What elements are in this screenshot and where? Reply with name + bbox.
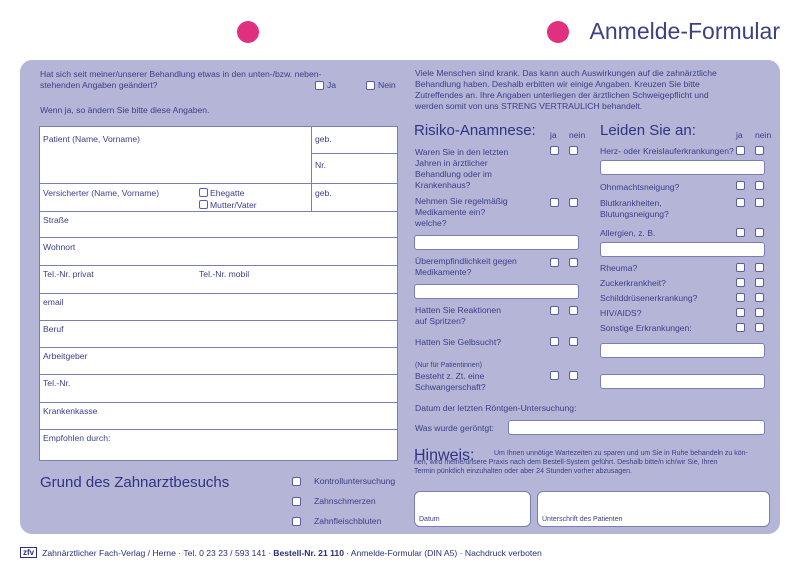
cond-other-label: Sonstige Erkrankungen: bbox=[600, 323, 692, 333]
mutter-vater-checkbox[interactable] bbox=[199, 200, 208, 209]
cond-thyroid-ja-checkbox[interactable] bbox=[736, 293, 745, 302]
order-number: Bestell-Nr. 21 110 bbox=[273, 547, 344, 558]
reason-toothache-checkbox[interactable] bbox=[292, 497, 301, 506]
q-hospital-line2: Jahren in ärztlicher bbox=[415, 158, 488, 168]
intro-line4: werden somit von uns STRENG VERTRAULICH behandelt. bbox=[415, 101, 643, 111]
conditions-nein-header: nein bbox=[755, 130, 772, 140]
cond-diabetes-nein-checkbox[interactable] bbox=[755, 278, 764, 287]
q-medication-ja-checkbox[interactable] bbox=[550, 198, 559, 207]
cond-other-ja-checkbox[interactable] bbox=[736, 323, 745, 332]
reason-gum-bleeding-checkbox[interactable] bbox=[292, 517, 301, 526]
q-hospital-line1: Waren Sie in den letzten bbox=[415, 147, 509, 157]
q-medication-which: welche? bbox=[415, 218, 447, 228]
employer-field[interactable]: Arbeitgeber bbox=[43, 351, 88, 361]
xray-date-label: Datum der letzten Röntgen-Untersuchung: bbox=[415, 403, 577, 413]
q-hypersensitivity-ja-checkbox[interactable] bbox=[550, 258, 559, 267]
changes-question-line1: Hat sich seit meiner/unserer Behandlung etwas in den unten-/bzw. neben- bbox=[40, 69, 322, 79]
conditions-heading: Leiden Sie an: bbox=[600, 122, 696, 139]
phone-mobile-field[interactable]: Tel.-Nr. mobil bbox=[199, 269, 250, 279]
cond-rheuma-nein-checkbox[interactable] bbox=[755, 263, 764, 272]
ehegatte-checkbox[interactable] bbox=[199, 188, 208, 197]
medication-input[interactable] bbox=[414, 235, 579, 250]
insured-birthdate-field[interactable]: geb. bbox=[315, 188, 332, 198]
cond-heart-label: Herz- oder Kreislauferkrankungen? bbox=[600, 146, 734, 156]
cond-allergy-ja-checkbox[interactable] bbox=[736, 228, 745, 237]
reason-gum-bleeding-label: Zahnfleischbluten bbox=[314, 516, 382, 526]
q-jaundice-ja-checkbox[interactable] bbox=[550, 337, 559, 346]
q-medication-nein-checkbox[interactable] bbox=[569, 198, 578, 207]
birthdate-field[interactable]: geb. bbox=[315, 134, 332, 144]
notice-line1: Um Ihnen unnötige Wartezeiten zu sparen und um Sie in Ruhe behandeln zu kön- bbox=[494, 450, 748, 457]
form-title: Anmelde-Formular bbox=[589, 18, 780, 44]
cond-rheuma-ja-checkbox[interactable] bbox=[736, 263, 745, 272]
hypersensitivity-input[interactable] bbox=[414, 284, 579, 299]
city-field[interactable]: Wohnort bbox=[43, 242, 76, 252]
xray-what-input[interactable] bbox=[508, 420, 765, 435]
reason-checkup-checkbox[interactable] bbox=[292, 477, 301, 486]
q-pregnancy-note: (Nur für Patientinnen) bbox=[415, 362, 482, 369]
punch-hole-right bbox=[547, 21, 569, 43]
q-hypersensitivity-line1: Überempfindlichkeit gegen bbox=[415, 256, 517, 266]
intro-line1: Viele Menschen sind krank. Das kann auch Auswirkungen auf die zahnärztliche bbox=[415, 68, 717, 78]
q-injection-nein-checkbox[interactable] bbox=[569, 306, 578, 315]
changes-nein-label: Nein bbox=[378, 80, 396, 90]
cond-diabetes-label: Zuckerkrankheit? bbox=[600, 278, 666, 288]
q-hypersensitivity-line2: Medikamente? bbox=[415, 267, 472, 277]
form-panel bbox=[20, 60, 780, 534]
punch-hole-left bbox=[237, 21, 259, 43]
risk-ja-header: ja bbox=[550, 130, 557, 140]
cond-hiv-ja-checkbox[interactable] bbox=[736, 308, 745, 317]
q-hospital-nein-checkbox[interactable] bbox=[569, 146, 578, 155]
reason-toothache-label: Zahnschmerzen bbox=[314, 496, 376, 506]
number-field[interactable]: Nr. bbox=[315, 160, 326, 170]
q-jaundice-nein-checkbox[interactable] bbox=[569, 337, 578, 346]
cond-heart-input[interactable] bbox=[600, 160, 765, 175]
cond-heart-nein-checkbox[interactable] bbox=[755, 146, 764, 155]
cond-fainting-ja-checkbox[interactable] bbox=[736, 181, 745, 190]
changes-ja-checkbox[interactable] bbox=[315, 81, 324, 90]
publisher-logo: zfv bbox=[20, 547, 37, 558]
date-label: Datum bbox=[419, 516, 440, 523]
intro-line3: Zutreffendes an. Ihre Angaben unterliegen der ärztlichen Schweigepflicht und bbox=[415, 90, 709, 100]
q-hospital-line3: Behandlung oder im bbox=[415, 169, 492, 179]
notice-heading: Hinweis: bbox=[414, 447, 475, 464]
ehegatte-label: Ehegatte bbox=[210, 188, 245, 198]
footer-text-b: · Anmelde-Formular (DIN A5) · Nachdruck verboten bbox=[345, 547, 542, 558]
cond-blood-nein-checkbox[interactable] bbox=[755, 198, 764, 207]
patient-name-field[interactable]: Patient (Name, Vorname) bbox=[43, 134, 140, 144]
q-pregnancy-ja-checkbox[interactable] bbox=[550, 371, 559, 380]
cond-hiv-nein-checkbox[interactable] bbox=[755, 308, 764, 317]
q-hospital-ja-checkbox[interactable] bbox=[550, 146, 559, 155]
publisher-footer bbox=[20, 547, 542, 558]
date-signature-box[interactable] bbox=[414, 491, 531, 527]
personal-data-table bbox=[39, 126, 398, 461]
q-pregnancy-line1: Besteht z. Zt. eine bbox=[415, 371, 485, 381]
risk-anamnesis-heading: Risiko-Anamnese: bbox=[414, 122, 536, 139]
q-pregnancy-nein-checkbox[interactable] bbox=[569, 371, 578, 380]
cond-allergy-input[interactable] bbox=[600, 242, 765, 257]
visit-reason-heading: Grund des Zahnarztbesuchs bbox=[40, 474, 230, 491]
conditions-ja-header: ja bbox=[736, 130, 743, 140]
cond-blood-line1: Blutkrankheiten, bbox=[600, 198, 662, 208]
cond-other-input-1[interactable] bbox=[600, 343, 765, 358]
q-injection-ja-checkbox[interactable] bbox=[550, 306, 559, 315]
cond-blood-line2: Blutungsneigung? bbox=[600, 209, 669, 219]
q-injection-line2: auf Spritzen? bbox=[415, 316, 466, 326]
q-medication-line2: Medikamente ein? bbox=[415, 207, 486, 217]
notice-line2: nen, wird meine/unsere Praxis nach dem Bestell-System geführt. Deshalb bitte/n ich/wir Sie, Ihren bbox=[414, 459, 718, 466]
cond-other-nein-checkbox[interactable] bbox=[755, 323, 764, 332]
cond-fainting-nein-checkbox[interactable] bbox=[755, 181, 764, 190]
street-field[interactable]: Straße bbox=[43, 215, 69, 225]
cond-hiv-label: HIV/AIDS? bbox=[600, 308, 642, 318]
changes-note: Wenn ja, so ändern Sie bitte diese Angaben. bbox=[40, 105, 210, 115]
insured-name-field[interactable]: Versicherter (Name, Vorname) bbox=[43, 188, 160, 198]
risk-nein-header: nein bbox=[569, 130, 586, 140]
mutter-vater-label: Mutter/Vater bbox=[210, 200, 257, 210]
cond-allergy-label: Allergien, z. B. bbox=[600, 228, 656, 238]
changes-ja-label: Ja bbox=[327, 80, 337, 90]
cond-fainting-label: Ohnmachtsneigung? bbox=[600, 182, 680, 192]
cond-blood-ja-checkbox[interactable] bbox=[736, 198, 745, 207]
patient-signature-box[interactable] bbox=[537, 491, 770, 527]
email-field[interactable]: email bbox=[43, 297, 64, 307]
profession-field[interactable]: Beruf bbox=[43, 324, 64, 334]
insurance-field[interactable]: Krankenkasse bbox=[43, 406, 98, 416]
cond-other-input-2[interactable] bbox=[600, 374, 765, 389]
cond-diabetes-ja-checkbox[interactable] bbox=[736, 278, 745, 287]
q-medication-line1: Nehmen Sie regelmäßig bbox=[415, 196, 508, 206]
changes-nein-checkbox[interactable] bbox=[366, 81, 375, 90]
reason-checkup-label: Kontrolluntersuchung bbox=[314, 476, 396, 486]
footer-text-a: Zahnärztlicher Fach-Verlag / Herne · Tel. 0 23 23 / 593 141 · bbox=[42, 547, 272, 558]
q-hypersensitivity-nein-checkbox[interactable] bbox=[569, 258, 578, 267]
recommended-by-field[interactable]: Empfohlen durch: bbox=[43, 433, 111, 443]
cond-heart-ja-checkbox[interactable] bbox=[736, 146, 745, 155]
cond-thyroid-label: Schilddrüsenerkrankung? bbox=[600, 293, 698, 303]
q-jaundice: Hatten Sie Gelbsucht? bbox=[415, 337, 501, 347]
q-hospital-line4: Krankenhaus? bbox=[415, 180, 471, 190]
cond-allergy-nein-checkbox[interactable] bbox=[755, 228, 764, 237]
changes-question-line2: stehenden Angaben geändert? bbox=[40, 80, 158, 90]
intro-line2: Behandlung haben. Deshalb erbitten wir einige Angaben. Kreuzen Sie bitte bbox=[415, 79, 700, 89]
q-injection-line1: Hatten Sie Reaktionen bbox=[415, 305, 501, 315]
signature-label: Unterschrift des Patienten bbox=[542, 516, 623, 523]
phone-private-field[interactable]: Tel.-Nr. privat bbox=[43, 269, 94, 279]
notice-line3: Termin pünktlich einzuhalten oder aber 24 Stunden vorher abzusagen. bbox=[414, 468, 632, 475]
xray-what-label: Was wurde geröntgt: bbox=[415, 423, 494, 433]
cond-rheuma-label: Rheuma? bbox=[600, 263, 638, 273]
employer-phone-field[interactable]: Tel.-Nr. bbox=[43, 378, 71, 388]
q-pregnancy-line2: Schwangerschaft? bbox=[415, 382, 486, 392]
cond-thyroid-nein-checkbox[interactable] bbox=[755, 293, 764, 302]
